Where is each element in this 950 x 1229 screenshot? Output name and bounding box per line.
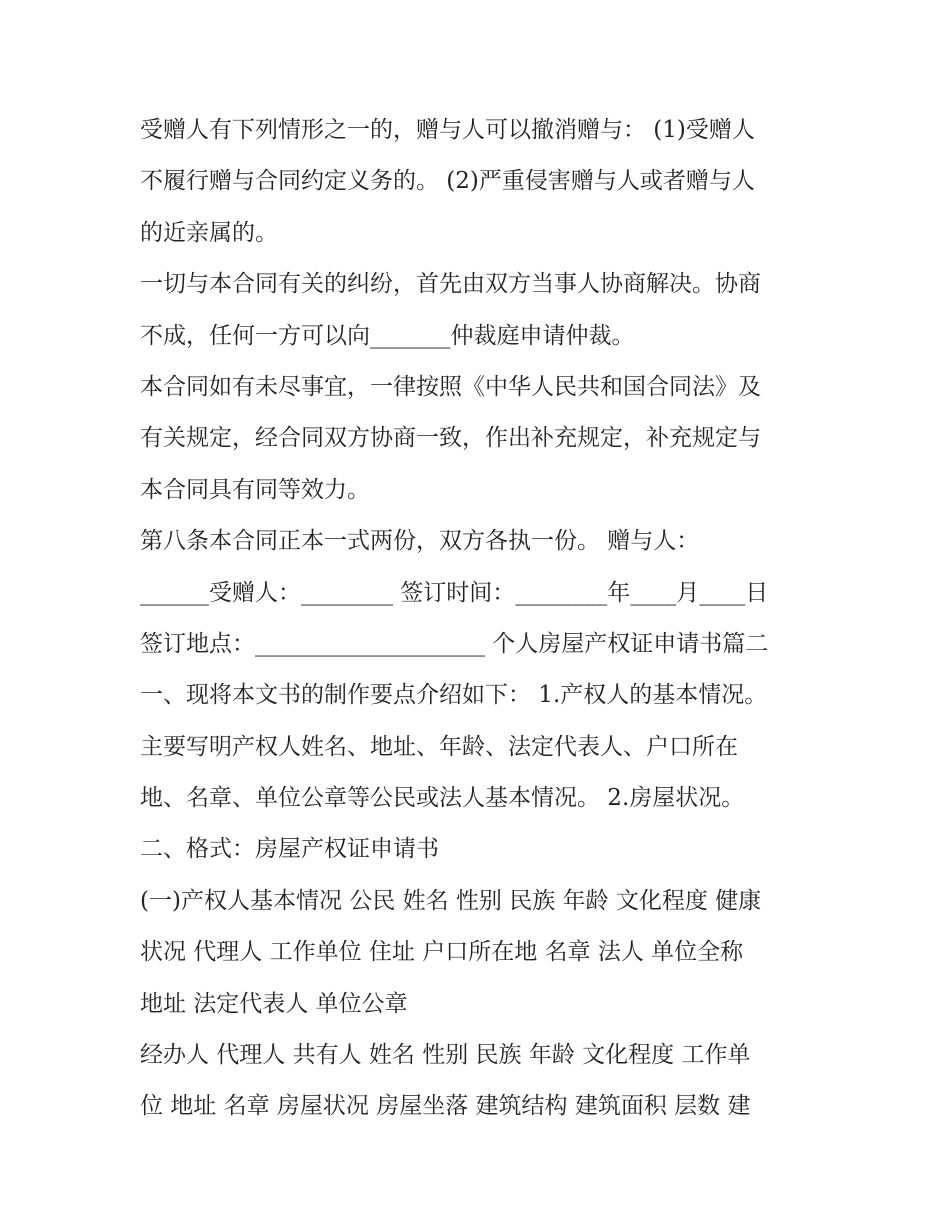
document-body bbox=[140, 105, 820, 1133]
text-line-19: 经办人 代理人 共有人 姓名 性别 民族 年龄 文化程度 工作单 bbox=[140, 1042, 751, 1069]
text-line-2: 不履行赠与合同约定义务的。 (2)严重侵害赠与人或者赠与人 bbox=[140, 168, 755, 195]
text-line-20: 位 地址 名章 房屋状况 房屋坐落 建筑结构 建筑面积 层数 建 bbox=[140, 1093, 751, 1120]
text-line-7: 有关规定，经合同双方协商一致，作出补充规定，补充规定与 bbox=[140, 425, 761, 452]
text-line-16: (一)产权人基本情况 公民 姓名 性别 民族 年龄 文化程度 健康 bbox=[140, 887, 762, 914]
text-line-18: 地址 法定代表人 单位公章 bbox=[140, 990, 408, 1017]
text-line-14: 地、名章、单位公章等公民或法人基本情况。 2.房屋状况。 bbox=[140, 785, 745, 812]
text-line-12: 一、现将本文书的制作要点介绍如下： 1.产权人的基本情况。 bbox=[140, 682, 768, 709]
text-line-17: 状况 代理人 工作单位 住址 户口所在地 名章 法人 单位全称 bbox=[140, 939, 744, 966]
text-line-8: 本合同具有同等效力。 bbox=[140, 476, 370, 503]
text-line-13: 主要写明产权人姓名、地址、年龄、法定代表人、户口所在 bbox=[140, 733, 738, 760]
text-line-15: 二、格式：房屋产权证申请书 bbox=[140, 836, 439, 863]
text-line-5: 不成，任何一方可以向_______仲裁庭申请仲裁。 bbox=[140, 322, 635, 349]
text-line-6: 本合同如有未尽事宜，一律按照《中华人民共和国合同法》及 bbox=[140, 373, 761, 400]
text-line-9: 第八条本合同正本一式两份，双方各执一份。 赠与人： bbox=[140, 528, 700, 555]
text-line-1: 受赠人有下列情形之一的，赠与人可以撤消赠与： (1)受赠人 bbox=[140, 117, 755, 143]
text-line-11: 签订地点：____________________ 个人房屋产权证申请书篇二 bbox=[140, 630, 769, 657]
text-line-10: ______受赠人：________ 签订时间：________年____月____日 bbox=[140, 579, 769, 606]
text-line-3: 的近亲属的。 bbox=[140, 219, 278, 246]
text-line-4: 一切与本合同有关的纠纷，首先由双方当事人协商解决。协商 bbox=[140, 271, 761, 298]
